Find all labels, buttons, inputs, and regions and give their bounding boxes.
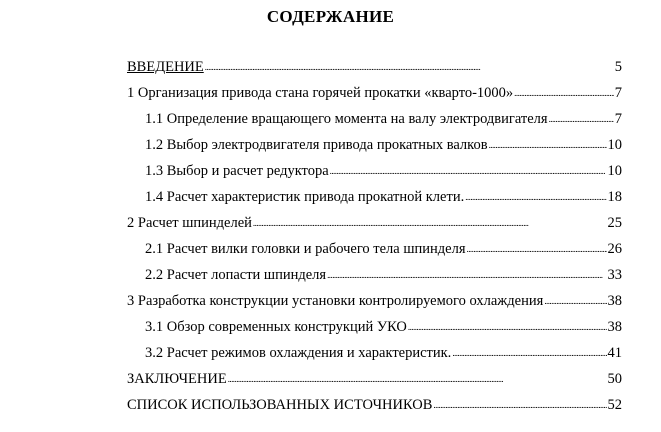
toc-entry-label: ЗАКЛЮЧЕНИЕ bbox=[127, 371, 227, 387]
toc-entry-page: 33 bbox=[607, 267, 622, 283]
dot-leader bbox=[549, 109, 614, 128]
toc-entry-page: 18 bbox=[607, 189, 622, 205]
toc-entry-page: 38 bbox=[607, 293, 622, 309]
dot-leader bbox=[452, 343, 606, 362]
toc-entry-page: 10 bbox=[607, 163, 622, 179]
toc-entry-page: 5 bbox=[614, 59, 622, 75]
toc-entry-label: 2.1 Расчет вилки головки и рабочего тела шпинделя bbox=[145, 241, 466, 257]
toc-entry-label: 2 Расчет шпинделей bbox=[127, 215, 252, 231]
dot-leader bbox=[544, 291, 606, 310]
toc-entry-page: 38 bbox=[607, 319, 622, 335]
toc-entry-section-1-3[interactable] bbox=[145, 160, 622, 180]
toc-entry-label: 1 Организация привода стана горячей прокатки «кварто-1000» bbox=[127, 85, 514, 101]
toc-entry-section-1-2[interactable] bbox=[145, 134, 622, 154]
dot-leader bbox=[205, 57, 614, 76]
toc-entry-page: 7 bbox=[614, 111, 622, 127]
toc-entry-label: 2.2 Расчет лопасти шпинделя bbox=[145, 267, 327, 283]
toc-entry-label: 1.1 Определение вращающего момента на валу электродвигателя bbox=[145, 111, 548, 127]
toc-entry-section-3-2[interactable] bbox=[145, 342, 622, 362]
toc-entry-label: 3.2 Расчет режимов охлаждения и характеристик. bbox=[145, 345, 452, 361]
toc-entry-label: 1.2 Выбор электродвигателя привода прокатных валков bbox=[145, 137, 488, 153]
toc-entry-chapter-1[interactable] bbox=[127, 82, 622, 102]
dot-leader bbox=[327, 265, 606, 284]
dot-leader bbox=[489, 135, 607, 154]
toc-entry-section-1-1[interactable] bbox=[145, 108, 622, 128]
toc-entry-page: 26 bbox=[607, 241, 622, 257]
toc-entry-conclusion[interactable] bbox=[127, 368, 622, 388]
toc-entry-section-2-2[interactable] bbox=[145, 264, 622, 284]
toc-entry-label: ВВЕДЕНИЕ bbox=[127, 59, 204, 75]
toc-entry-label: СПИСОК ИСПОЛЬЗОВАННЫХ ИСТОЧНИКОВ bbox=[127, 397, 433, 413]
toc-entry-page: 41 bbox=[607, 345, 622, 361]
toc-entry-page: 10 bbox=[607, 137, 622, 153]
toc-entry-section-1-4[interactable] bbox=[145, 186, 622, 206]
dot-leader bbox=[467, 239, 607, 258]
dot-leader bbox=[514, 83, 614, 102]
toc-entry-page: 7 bbox=[614, 85, 622, 101]
toc-entry-label: 1.3 Выбор и расчет редуктора bbox=[145, 163, 329, 179]
toc-entry-references[interactable] bbox=[127, 394, 622, 414]
dot-leader bbox=[433, 395, 606, 414]
toc-entry-page: 50 bbox=[607, 371, 622, 387]
toc-entry-label: 3 Разработка конструкции установки контролируемого охлаждения bbox=[127, 293, 544, 309]
toc-entry-label: 3.1 Обзор современных конструкций УКО bbox=[145, 319, 407, 335]
toc-entry-chapter-3[interactable] bbox=[127, 290, 622, 310]
toc-title: СОДЕРЖАНИЕ bbox=[266, 7, 395, 26]
toc-entry-page: 52 bbox=[607, 397, 622, 413]
dot-leader bbox=[465, 187, 606, 206]
dot-leader bbox=[253, 213, 607, 232]
dot-leader bbox=[228, 369, 607, 388]
dot-leader bbox=[330, 161, 607, 180]
toc-entry-section-3-1[interactable] bbox=[145, 316, 622, 336]
toc-entry-page: 25 bbox=[607, 215, 622, 231]
toc-entry-introduction[interactable] bbox=[127, 56, 622, 76]
dot-leader bbox=[408, 317, 607, 336]
toc-entry-section-2-1[interactable] bbox=[145, 238, 622, 258]
toc-entry-label: 1.4 Расчет характеристик привода прокатной клети. bbox=[145, 189, 465, 205]
toc-entry-chapter-2[interactable] bbox=[127, 212, 622, 232]
